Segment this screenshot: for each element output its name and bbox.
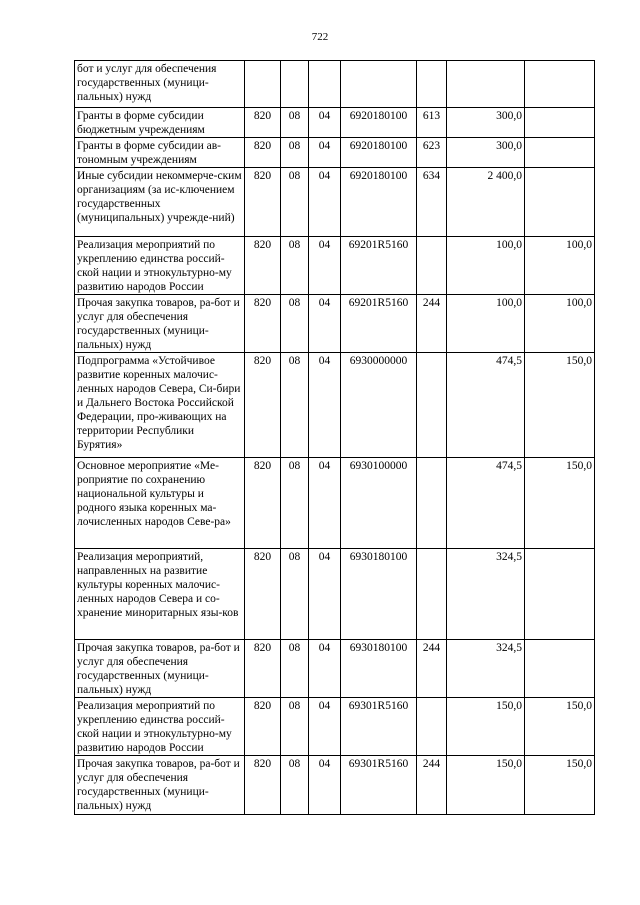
cell-subsection-code: 04 <box>309 138 341 168</box>
cell-item-name: Гранты в форме субсидии ав-тономным учреждениям <box>75 138 245 168</box>
cell-subsection-code: 04 <box>309 353 341 458</box>
cell-target-article: 6920180100 <box>341 108 417 138</box>
cell-amount-year-2: 150,0 <box>525 458 595 549</box>
cell-subsection-code: 04 <box>309 237 341 295</box>
cell-amount-year-2 <box>525 138 595 168</box>
cell-section-code: 08 <box>281 168 309 237</box>
cell-expense-type: 244 <box>417 640 447 698</box>
cell-ministry-code: 820 <box>245 549 281 640</box>
table-row <box>75 138 595 168</box>
cell-amount-year-1 <box>447 61 525 108</box>
cell-expense-type <box>417 698 447 756</box>
cell-amount-year-2 <box>525 108 595 138</box>
cell-target-article: 69201R5160 <box>341 295 417 353</box>
cell-ministry-code <box>245 61 281 108</box>
cell-target-article: 6920180100 <box>341 168 417 237</box>
cell-item-name: Основное мероприятие «Ме-роприятие по сохранению национальной культуры и родного языка коренных ма-лочисленных народов Севе-ра» <box>75 458 245 549</box>
cell-amount-year-2 <box>525 168 595 237</box>
cell-amount-year-2 <box>525 61 595 108</box>
budget-table <box>74 60 595 815</box>
cell-amount-year-1: 100,0 <box>447 295 525 353</box>
cell-subsection-code <box>309 61 341 108</box>
table-row <box>75 108 595 138</box>
cell-item-name: Реализация мероприятий по укреплению единства россий-ской нации и этнокультурно-му развитию народов России <box>75 237 245 295</box>
cell-amount-year-2: 100,0 <box>525 237 595 295</box>
cell-item-name: Иные субсидии некоммерче-ским организациям (за ис-ключением государственных (муниципальных) учрежде-ний) <box>75 168 245 237</box>
cell-expense-type: 244 <box>417 756 447 815</box>
cell-section-code <box>281 61 309 108</box>
cell-ministry-code: 820 <box>245 108 281 138</box>
cell-target-article: 6930180100 <box>341 640 417 698</box>
table-row <box>75 698 595 756</box>
cell-target-article: 69201R5160 <box>341 237 417 295</box>
cell-subsection-code: 04 <box>309 295 341 353</box>
table-row <box>75 756 595 815</box>
cell-amount-year-1: 100,0 <box>447 237 525 295</box>
cell-subsection-code: 04 <box>309 640 341 698</box>
cell-section-code: 08 <box>281 756 309 815</box>
cell-item-name: Прочая закупка товаров, ра-бот и услуг для обеспечения государственных (муници-пальных) нужд <box>75 640 245 698</box>
cell-expense-type <box>417 458 447 549</box>
cell-section-code: 08 <box>281 295 309 353</box>
cell-amount-year-1: 474,5 <box>447 353 525 458</box>
cell-target-article: 6920180100 <box>341 138 417 168</box>
cell-section-code: 08 <box>281 458 309 549</box>
cell-expense-type: 613 <box>417 108 447 138</box>
cell-target-article: 6930180100 <box>341 549 417 640</box>
cell-amount-year-1: 300,0 <box>447 138 525 168</box>
cell-ministry-code: 820 <box>245 458 281 549</box>
cell-ministry-code: 820 <box>245 138 281 168</box>
cell-item-name: Гранты в форме субсидии бюджетным учреждениям <box>75 108 245 138</box>
cell-ministry-code: 820 <box>245 353 281 458</box>
cell-amount-year-2: 100,0 <box>525 295 595 353</box>
cell-section-code: 08 <box>281 549 309 640</box>
table-row <box>75 458 595 549</box>
cell-subsection-code: 04 <box>309 458 341 549</box>
cell-target-article <box>341 61 417 108</box>
cell-subsection-code: 04 <box>309 698 341 756</box>
cell-item-name: Реализация мероприятий, направленных на развитие культуры коренных малочис-ленных народов Севера и со-хранение миноритарных язы-ков <box>75 549 245 640</box>
cell-amount-year-1: 474,5 <box>447 458 525 549</box>
table-row <box>75 295 595 353</box>
cell-subsection-code: 04 <box>309 756 341 815</box>
cell-target-article: 69301R5160 <box>341 698 417 756</box>
table-row <box>75 61 595 108</box>
cell-amount-year-2: 150,0 <box>525 756 595 815</box>
cell-amount-year-2 <box>525 549 595 640</box>
cell-ministry-code: 820 <box>245 168 281 237</box>
cell-target-article: 6930100000 <box>341 458 417 549</box>
cell-amount-year-2: 150,0 <box>525 353 595 458</box>
cell-amount-year-2 <box>525 640 595 698</box>
cell-item-name: Реализация мероприятий по укреплению единства россий-ской нации и этнокультурно-му развитию народов России <box>75 698 245 756</box>
cell-amount-year-1: 150,0 <box>447 756 525 815</box>
cell-ministry-code: 820 <box>245 756 281 815</box>
cell-section-code: 08 <box>281 353 309 458</box>
cell-subsection-code: 04 <box>309 168 341 237</box>
cell-section-code: 08 <box>281 640 309 698</box>
cell-expense-type <box>417 549 447 640</box>
cell-expense-type <box>417 61 447 108</box>
cell-expense-type: 623 <box>417 138 447 168</box>
table-row <box>75 237 595 295</box>
table-body <box>75 61 595 815</box>
cell-expense-type <box>417 237 447 295</box>
cell-amount-year-1: 324,5 <box>447 549 525 640</box>
cell-item-name: бот и услуг для обеспечения государственных (муници-пальных) нужд <box>75 61 245 108</box>
cell-ministry-code: 820 <box>245 295 281 353</box>
cell-amount-year-1: 324,5 <box>447 640 525 698</box>
table-row <box>75 168 595 237</box>
cell-amount-year-1: 150,0 <box>447 698 525 756</box>
cell-expense-type: 244 <box>417 295 447 353</box>
cell-item-name: Прочая закупка товаров, ра-бот и услуг для обеспечения государственных (муници-пальных) нужд <box>75 295 245 353</box>
cell-expense-type <box>417 353 447 458</box>
cell-target-article: 6930000000 <box>341 353 417 458</box>
table-row <box>75 549 595 640</box>
cell-amount-year-2: 150,0 <box>525 698 595 756</box>
cell-ministry-code: 820 <box>245 237 281 295</box>
cell-expense-type: 634 <box>417 168 447 237</box>
cell-ministry-code: 820 <box>245 640 281 698</box>
cell-item-name: Прочая закупка товаров, ра-бот и услуг для обеспечения государственных (муници-пальных) нужд <box>75 756 245 815</box>
cell-item-name: Подпрограмма «Устойчивое развитие коренных малочис-ленных народов Севера, Си-бири и Дальнего Востока Российской Федерации, про-живающих на территории Республики Бурятия» <box>75 353 245 458</box>
page-number: 722 <box>311 31 329 43</box>
cell-ministry-code: 820 <box>245 698 281 756</box>
cell-section-code: 08 <box>281 698 309 756</box>
cell-target-article: 69301R5160 <box>341 756 417 815</box>
cell-amount-year-1: 300,0 <box>447 108 525 138</box>
table-row <box>75 640 595 698</box>
cell-section-code: 08 <box>281 237 309 295</box>
cell-subsection-code: 04 <box>309 549 341 640</box>
cell-subsection-code: 04 <box>309 108 341 138</box>
table-row <box>75 353 595 458</box>
cell-section-code: 08 <box>281 138 309 168</box>
cell-amount-year-1: 2 400,0 <box>447 168 525 237</box>
cell-section-code: 08 <box>281 108 309 138</box>
